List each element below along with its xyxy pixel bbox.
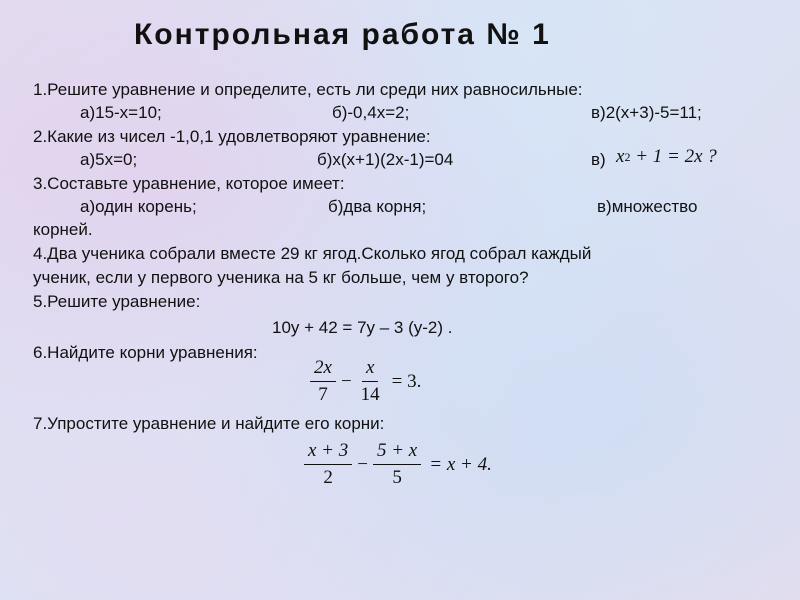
fraction-1 xyxy=(304,440,352,489)
fraction-1-numerator: 2x xyxy=(310,357,336,382)
question-2-text: 2.Какие из чисел -1,0,1 удовлетворяют уравнение: xyxy=(33,127,431,146)
question-7-text: 7.Упростите уравнение и найдите его корни: xyxy=(33,414,385,433)
minus-operator: − xyxy=(340,370,352,392)
question-5-equation: 10у + 42 = 7у – 3 (у-2) . xyxy=(272,318,453,337)
question-1-option-b: б)-0,4х=2; xyxy=(332,103,410,122)
formula-exponent: 2 xyxy=(624,149,631,164)
fraction-1-numerator: x + 3 xyxy=(304,440,352,465)
fraction-1-denominator: 2 xyxy=(323,467,333,488)
fraction-2-numerator: x xyxy=(362,357,378,382)
fraction-2 xyxy=(357,357,384,406)
question-3-option-c: в)множество xyxy=(597,197,698,216)
question-1-text: 1.Решите уравнение и определите, есть ли среди них равносильные: xyxy=(33,80,583,99)
question-2-option-b: б)х(х+1)(2х-1)=04 xyxy=(317,150,454,169)
question-4-line-2: ученик, если у первого ученика на 5 кг больше, чем у второго? xyxy=(33,268,529,287)
fraction-1 xyxy=(310,357,336,406)
fraction-2-denominator: 5 xyxy=(392,467,402,488)
question-4-line-1: 4.Два ученика собрали вместе 29 кг ягод.Сколько ягод собрал каждый xyxy=(33,244,592,263)
question-6-text: 6.Найдите корни уравнения: xyxy=(33,343,258,362)
page-title: Контрольная работа № 1 xyxy=(134,18,551,51)
question-2-option-c-formula xyxy=(616,146,717,168)
question-2-option-a: а)5х=0; xyxy=(80,150,138,169)
question-3-option-b: б)два корня; xyxy=(328,197,427,216)
question-3-option-c-continuation: корней. xyxy=(33,220,93,239)
question-1-option-a: а)15-х=10; xyxy=(80,103,162,122)
question-3-text: 3.Составьте уравнение, которое имеет: xyxy=(33,174,345,193)
question-2-option-c-label: в) xyxy=(591,150,606,169)
fraction-2-numerator: 5 + x xyxy=(373,440,421,465)
question-6-equation xyxy=(308,357,421,406)
fraction-2 xyxy=(373,440,421,489)
formula-rest: + 1 = 2x ? xyxy=(630,146,717,167)
question-1-option-c: в)2(х+3)-5=11; xyxy=(591,103,702,122)
fraction-2-denominator: 14 xyxy=(360,384,380,405)
right-hand-side: = 3. xyxy=(391,370,422,392)
right-hand-side: = x + 4. xyxy=(429,453,492,475)
minus-operator: − xyxy=(357,453,368,475)
formula-base: x xyxy=(616,146,625,167)
question-7-equation xyxy=(302,440,492,489)
question-3-option-a: а)один корень; xyxy=(80,197,197,216)
question-5-text: 5.Решите уравнение: xyxy=(33,292,201,311)
fraction-1-denominator: 7 xyxy=(318,384,328,405)
